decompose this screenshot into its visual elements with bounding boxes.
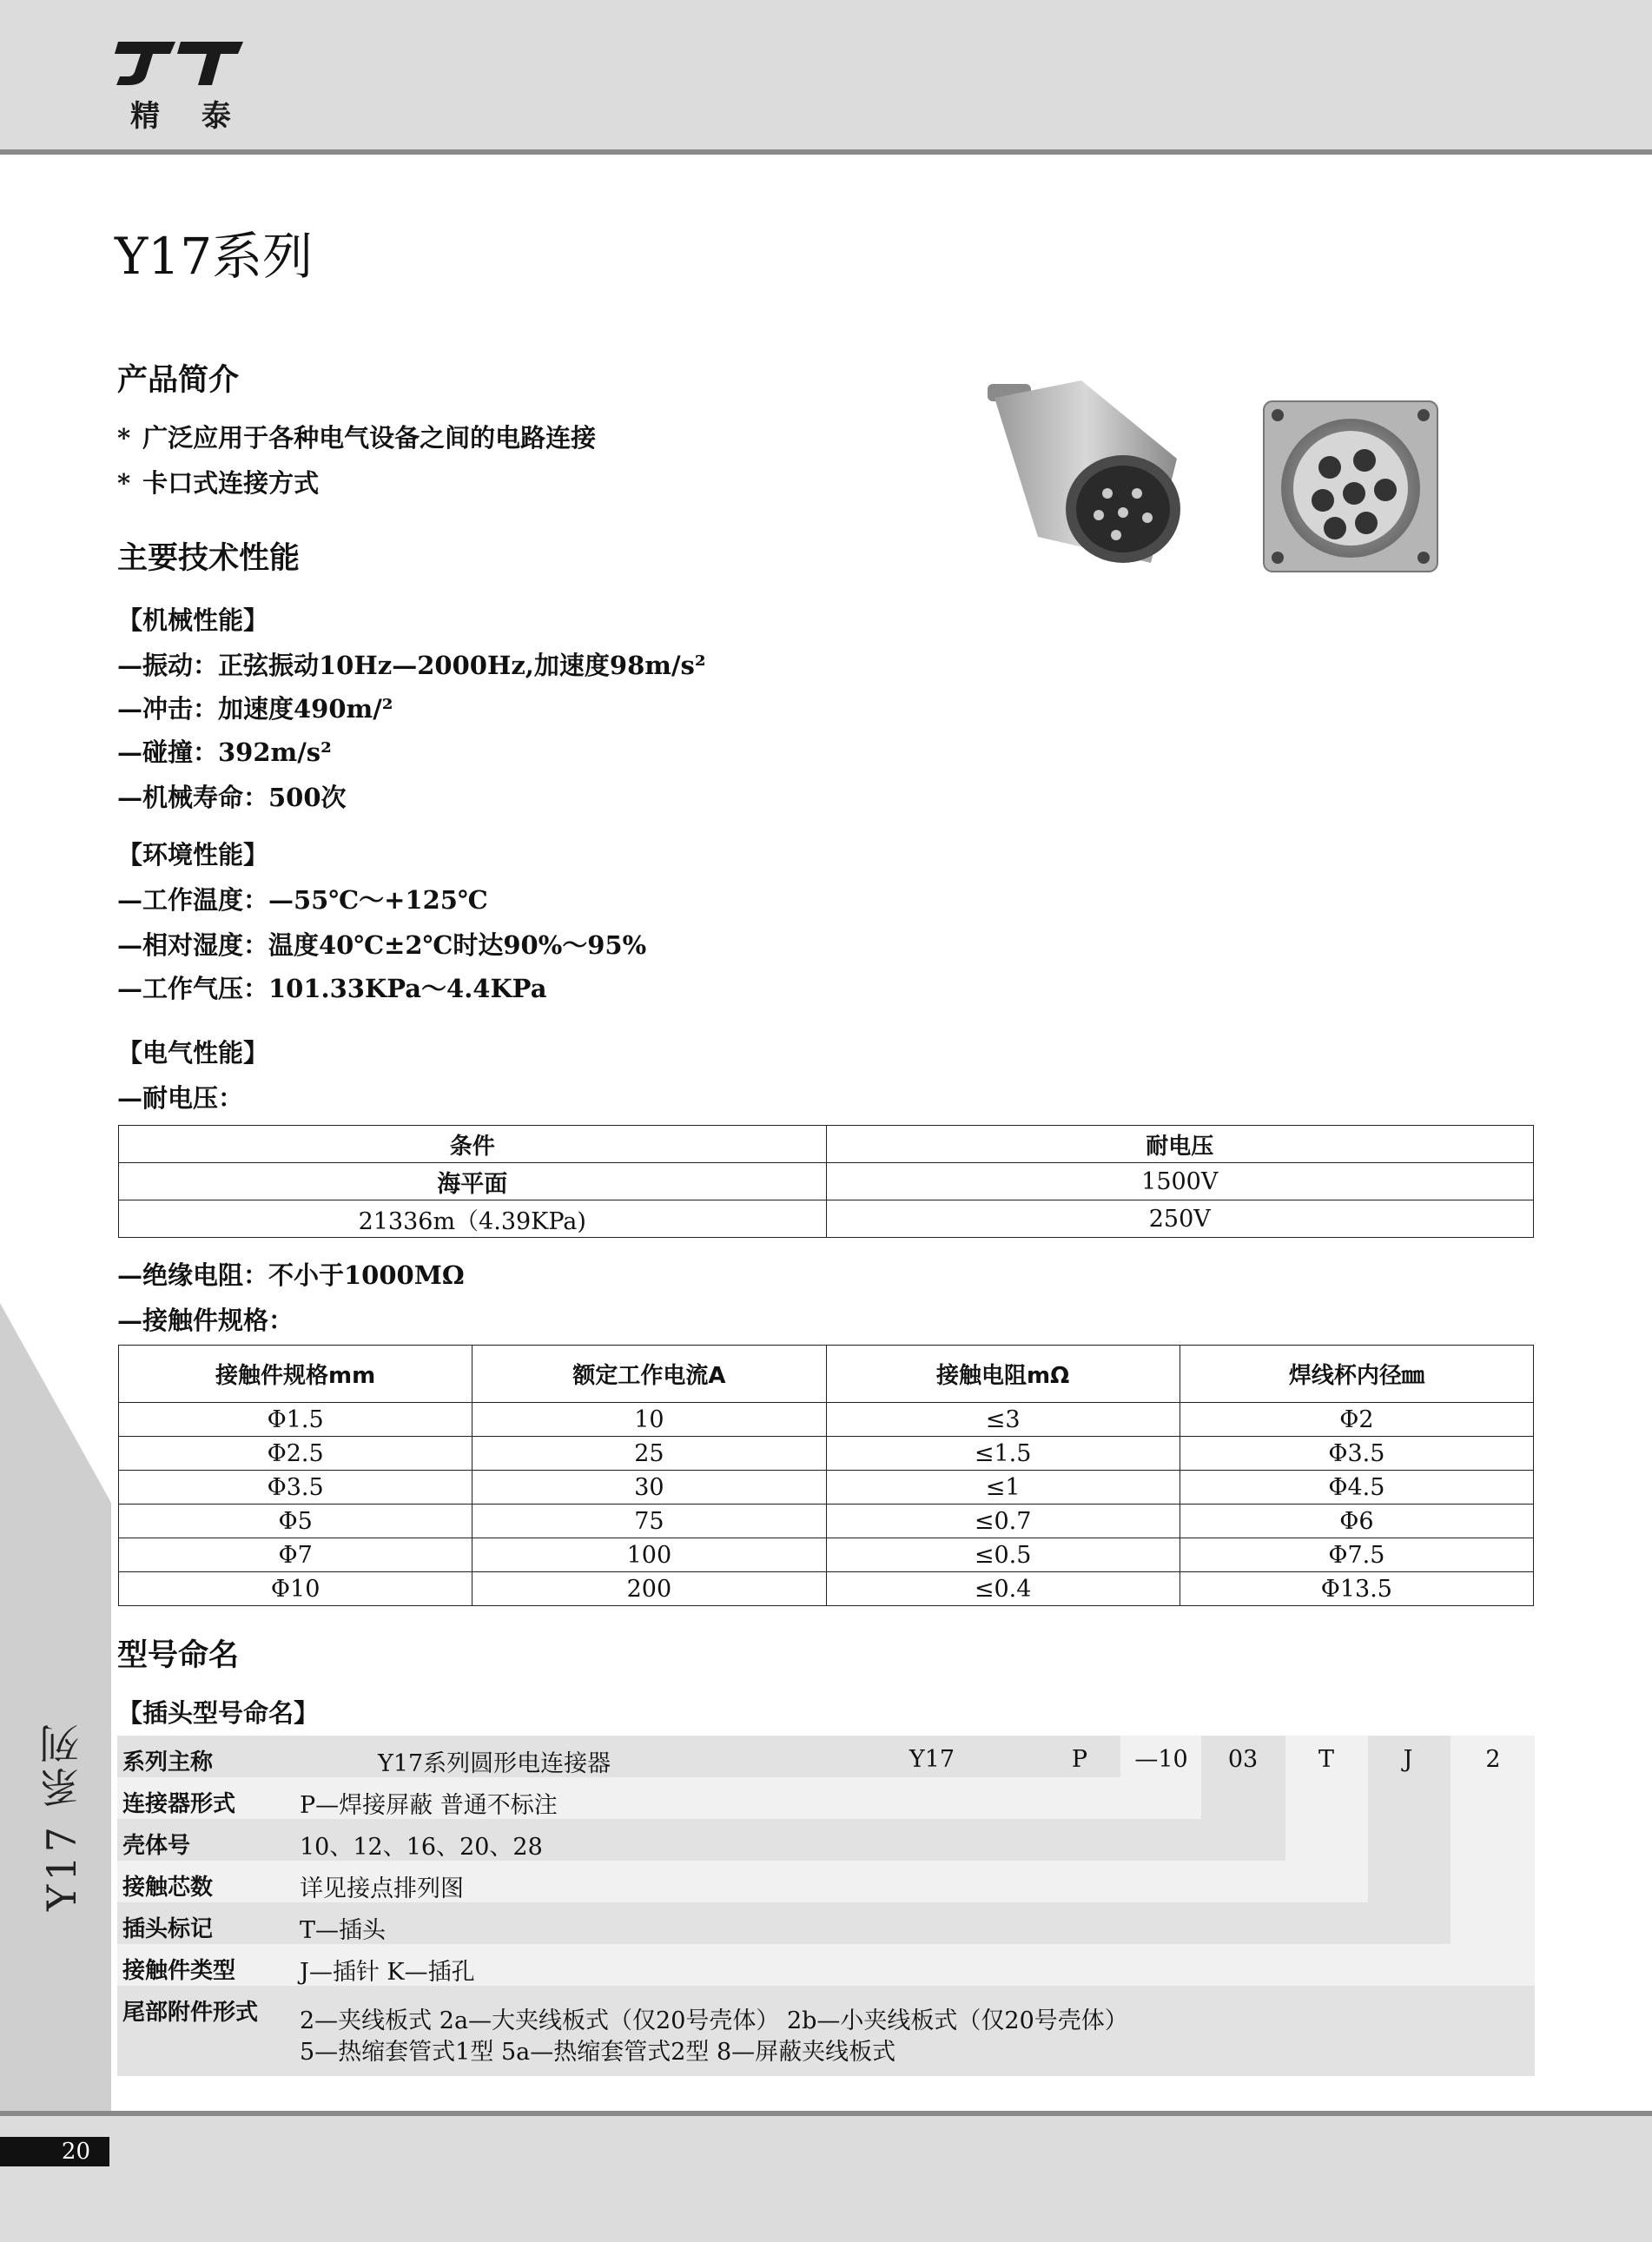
table-cell: Φ6 [1180,1505,1533,1538]
specs-heading: 主要技术性能 [117,541,301,576]
table-cell: ≤0.4 [826,1572,1180,1606]
naming-code-series: Y17 [909,1746,955,1773]
naming-row-label: 尾部附件形式 [122,2000,259,2026]
table-row [119,1471,1534,1505]
naming-row-desc: T—插头 [300,1917,387,1944]
table-cell: Φ2 [1180,1403,1533,1437]
naming-row-desc: 5—热缩套管式1型 5a—热缩套管式2型 8—屏蔽夹线板式 [300,2039,896,2066]
table-cell: 250V [826,1200,1534,1238]
spec-line: —机械寿命：500次 [117,783,347,812]
table-cell: Φ7 [119,1538,472,1572]
receptacle-image [1264,401,1437,572]
table-cell: Φ5 [119,1505,472,1538]
environmental-title: 【环境性能】 [117,840,269,870]
intro-bullet: * 广泛应用于各种电气设备之间的电路连接 [117,423,597,453]
naming-row-label: 接触件类型 [122,1958,236,1984]
model-naming-chart [117,1736,1535,2076]
table-cell: 21336m（4.39KPa) [119,1200,827,1238]
naming-row-label: 连接器形式 [122,1791,236,1817]
spec-line: —振动：正弦振动10Hz—2000Hz,加速度98m/s² [117,651,706,680]
intro-bullet: * 卡口式连接方式 [117,468,320,498]
connector-product-photo [977,363,1455,580]
table-row [119,1437,1534,1471]
naming-heading: 型号命名 [117,1638,240,1673]
table-cell: ≤3 [826,1403,1180,1437]
naming-row-desc: J—插针 K—插孔 [300,1959,475,1986]
table-cell: Φ7.5 [1180,1538,1533,1572]
table-header: 耐电压 [826,1126,1534,1163]
table-row [119,1163,1534,1200]
page-title: Y17系列 [115,227,314,286]
table-header: 接触件规格mm [119,1346,472,1403]
table-cell: Φ3.5 [119,1471,472,1505]
table-cell: Φ10 [119,1572,472,1606]
table-cell: Φ1.5 [119,1403,472,1437]
bullet-star-icon: * [117,468,131,498]
insulation-line: —绝缘电阻：不小于1000MΩ [117,1260,465,1290]
withstand-label: —耐电压： [117,1083,244,1113]
table-row [119,1200,1534,1238]
naming-row-label: 接触芯数 [122,1875,214,1901]
table-cell: 10 [472,1403,826,1437]
table-cell: Φ13.5 [1180,1572,1533,1606]
page-number: 20 [0,2137,109,2166]
table-row [119,1538,1534,1572]
brand-name: 精 泰 [130,99,247,134]
table-cell: Φ2.5 [119,1437,472,1471]
table-cell: ≤0.7 [826,1505,1180,1538]
intro-heading: 产品简介 [117,363,240,398]
table-row [119,1403,1534,1437]
spec-line: —工作气压：101.33KPa～4.4KPa [117,974,547,1003]
naming-subtitle: 【插头型号命名】 [117,1698,320,1728]
naming-row-label: 壳体号 [122,1833,191,1859]
spec-line: —冲击：加速度490m/² [117,694,393,724]
table-row [119,1572,1534,1606]
naming-code-plug: T [1318,1746,1334,1773]
table-header: 焊线杯内径㎜ [1180,1346,1533,1403]
spec-line: —工作温度：—55℃～+125℃ [117,885,488,915]
footer-band [0,2116,1652,2242]
naming-row-desc: 详见接点排列图 [300,1875,464,1902]
naming-code-tail: 2 [1485,1746,1501,1773]
contact-label: —接触件规格： [117,1306,294,1335]
spec-line: —碰撞：392m/s² [117,737,332,767]
jt-logo-mark [115,38,245,87]
table-header: 额定工作电流A [472,1346,826,1403]
naming-row-desc: 2—夹线板式 2a—大夹线板式（仅20号壳体） 2b—小夹线板式（仅20号壳体） [300,2007,1128,2034]
contact-spec-table [118,1345,1534,1606]
table-row [119,1505,1534,1538]
naming-row-label: 插头标记 [122,1916,214,1942]
electrical-title: 【电气性能】 [117,1038,269,1068]
plug-image [988,380,1180,563]
table-cell: ≤0.5 [826,1538,1180,1572]
table-cell: 75 [472,1505,826,1538]
table-cell: 1500V [826,1163,1534,1200]
header-rule [0,149,1652,155]
naming-code-contact: J [1403,1746,1413,1773]
spec-line: —相对湿度：温度40℃±2℃时达90%～95% [117,930,647,960]
brand-logo [115,38,254,134]
naming-row-desc: Y17系列圆形电连接器 [378,1750,611,1777]
side-series-label: Y17 系列 [38,1720,85,1911]
naming-row-desc: P—焊接屏蔽 普通不标注 [300,1792,558,1819]
mechanical-title: 【机械性能】 [117,605,269,635]
bullet-star-icon: * [117,423,131,453]
table-cell: 200 [472,1572,826,1606]
withstand-voltage-table [118,1125,1534,1238]
table-cell: Φ4.5 [1180,1471,1533,1505]
naming-code-cores: 03 [1227,1746,1259,1773]
naming-code-shell: —10 [1134,1746,1188,1773]
naming-row-label: 系列主称 [122,1749,214,1776]
table-cell: 25 [472,1437,826,1471]
table-cell: ≤1 [826,1471,1180,1505]
table-header: 条件 [119,1126,827,1163]
table-cell: Φ3.5 [1180,1437,1533,1471]
naming-row-desc: 10、12、16、20、28 [300,1834,543,1861]
table-cell: 100 [472,1538,826,1572]
table-cell: ≤1.5 [826,1437,1180,1471]
table-cell: 海平面 [119,1163,827,1200]
table-header: 接触电阻mΩ [826,1346,1180,1403]
naming-code-form: P [1071,1746,1088,1773]
table-cell: 30 [472,1471,826,1505]
